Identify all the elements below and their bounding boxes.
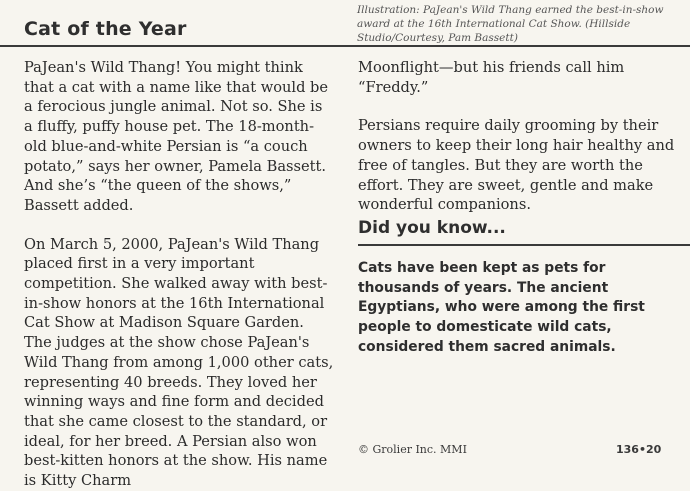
right-column [358, 58, 683, 215]
body-paragraph: Moonflight—but his friends call him “Freddy.” [358, 59, 625, 96]
copyright-notice: © Grolier Inc. MMI [358, 443, 467, 456]
illustration-caption: Illustration: PaJean's Wild Thang earned the best-in-show award at the 16th International Cat Show. (Hillside Studio/Courtesy, Pam Bassett) [357, 4, 664, 44]
left-column [24, 58, 334, 491]
body-paragraph: On March 5, 2000, PaJean's Wild Thang placed first in a very important competition. She walked away with best-in-show honors at the 16th International Cat Show at Madison Square Garden. The judges at the show chose PaJean's Wild Thang from among 1,000 other cats, representing 40 breeds. They loved her winning ways and fine form and decided that she came closest to the standard, or ideal, for her breed. A Persian also won best-kitten honors at the show. His name is Kitty Charm [24, 235, 334, 490]
card-number: 136•20 [616, 443, 662, 456]
header-divider [0, 45, 690, 47]
did-you-know-text: Cats have been kept as pets for thousands of years. The ancient Egyptians, who were among the first people to domesticate wild cats, considered them sacred animals. [358, 260, 645, 355]
body-paragraph: PaJean's Wild Thang! You might think that a cat with a name like that would be a ferocious jungle animal. Not so. She is a fluffy, puffy house pet. The 18-month-old blue-and-white Persian is “a couch potato,” says her owner, Pamela Bassett. And she’s “the queen of the shows,” Bassett added. [24, 59, 329, 214]
did-you-know-heading: Did you know... [358, 218, 506, 238]
did-you-know-divider [358, 244, 690, 246]
body-paragraph: Persians require daily grooming by their owners to keep their long hair healthy and free of tangles. But they are worth the effort. They are sweet, gentle and make wonderful companions. [358, 117, 675, 214]
card-title: Cat of the Year [24, 18, 187, 40]
